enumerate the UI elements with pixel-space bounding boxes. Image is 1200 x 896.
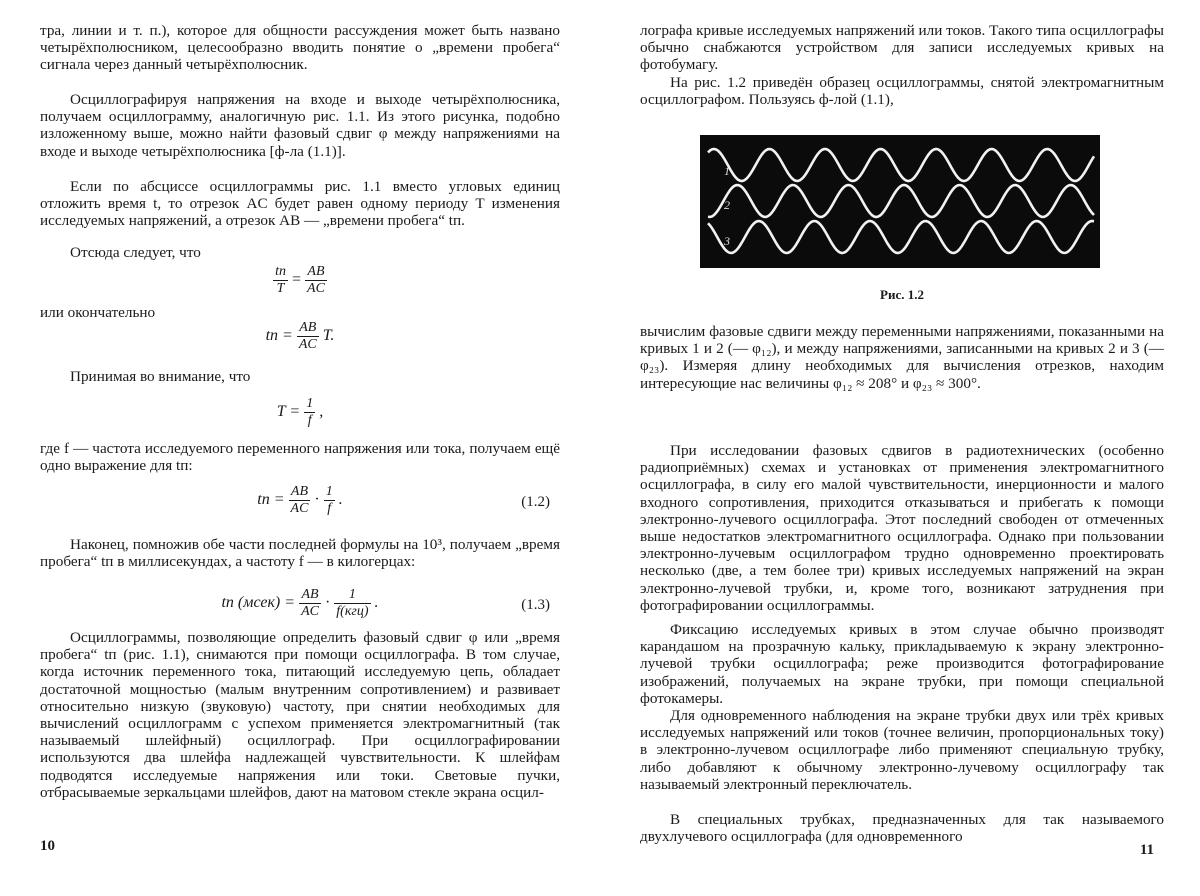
left-paragraph-6: Принимая во внимание, что <box>70 368 251 385</box>
eq4-tail: . <box>338 491 343 509</box>
eq1-rhs-num: AB <box>305 264 327 281</box>
right-paragraph-7: В специальных трубках, предназначенных для так называемого двухлучевого осциллографа (для одновременного <box>640 811 1164 846</box>
eq1-lhs-den: T <box>276 281 285 296</box>
equation-5 <box>40 587 560 620</box>
eq3-den: f <box>307 413 312 428</box>
right-paragraph-6: Для одновременного наблюдения на экране трубки двух или трёх кривых исследуемых напряжений или токов (точнее величин, пропорциональных току) в электронно-лучевом осциллографе либо применяют специальную трубку, либо добавляют к обычному электронно-лучевому осциллографу так называемый электронный переключатель. <box>640 707 1164 793</box>
eq5-tail: . <box>374 594 379 612</box>
eq2-num: AB <box>297 320 319 337</box>
right-paragraph-3: вычислим фазовые сдвиги между переменными напряжениями, показанными на кривых 1 и 2 (— φ₁₂), и между напряжениями, записанными на кривых 2 и 3 (— φ₂₃). Измеряя длину необходимых для вычисления отрезков, находим интересующие нас величины φ₁₂ ≈ 208° и φ₂₃ ≈ 300°. <box>640 323 1164 392</box>
eq4-num1: AB <box>289 484 311 501</box>
eq5-num2: 1 <box>334 587 370 604</box>
eq5-num1: AB <box>299 587 321 604</box>
eq4-dot: · <box>314 491 320 509</box>
eq1-lhs-num: tп <box>275 264 286 279</box>
curve-label-2: 2 <box>724 198 730 212</box>
eq5-dot: · <box>324 594 331 612</box>
eq4-den1: AC <box>290 501 309 516</box>
eq4-den2: f <box>327 501 332 516</box>
curve-label-3: 3 <box>724 234 730 248</box>
left-page-number: 10 <box>40 838 55 854</box>
curve-2 <box>708 185 1094 217</box>
right-paragraph-5: Фиксацию исследуемых кривых в этом случае обычно производят карандашом на прозрачную кальку, прикладываемую к экрану электронно-лучевой трубки осциллографа; реже производится фотографирование изображений, получаемых на экране трубки, при помощи специальной фотокамеры. <box>640 621 1164 707</box>
curve-1 <box>708 149 1094 181</box>
eq4-number: (1.2) <box>521 494 550 510</box>
curve-3 <box>708 221 1094 253</box>
equation-3 <box>40 396 560 429</box>
right-paragraph-2: На рис. 1.2 приведён образец осциллограммы, снятой электромагнитным осциллографом. Пользуясь ф-лой (1.1), <box>640 74 1164 109</box>
oscillogram-figure <box>700 135 1100 268</box>
right-page <box>640 0 1164 896</box>
right-page-number: 11 <box>1139 842 1154 858</box>
eq2-lhs: tп = <box>265 327 293 345</box>
left-paragraph-4: Отсюда следует, что <box>70 244 201 261</box>
left-page <box>40 0 560 896</box>
eq2-tail: T. <box>322 327 335 345</box>
left-paragraph-2: Осциллографируя напряжения на входе и выходе четырёхполюсника, получаем осциллограмму, аналогичную рис. 1.1. Из этого рисунка, подобно изложенному выше, можно найти фазовый сдвиг φ между напряжениями на входе и выходе четырёхполюсника [ф-ла (1.1)]. <box>40 91 560 160</box>
eq4-lhs: tп = <box>257 491 285 509</box>
eq5-den1: AC <box>301 604 319 619</box>
right-paragraph-1: лографа кривые исследуемых напряжений или токов. Такого типа осциллографы обычно снабжаются устройством для записи исследуемых кривых на фотобумагу. <box>640 22 1164 74</box>
oscillogram-image <box>700 135 1100 268</box>
equation-4 <box>40 484 560 517</box>
eq2-den: AC <box>298 337 317 352</box>
left-paragraph-3: Если по абсциссе осциллограммы рис. 1.1 вместо угловых единиц отложить время t, то отрезок AC будет равен одному периоду T изменения исследуемых напряжений, а отрезок AB — „времени пробега“ tп. <box>40 178 560 230</box>
equation-1: $\frac{tп}{T}$ = $\frac{AB}{AC}$ <box>275 264 325 296</box>
left-paragraph-7: где f — частота исследуемого переменного напряжения или тока, получаем ещё одно выражение для tп: <box>40 440 560 475</box>
left-paragraph-9: Осциллограммы, позволяющие определить фазовый сдвиг φ или „время пробега“ tп (рис. 1.1), снимаются при помощи осциллографа. В том случае, когда источник переменного тока, питающий исследуемую цепь, обладает достаточной мощностью (малым внутренним сопротивлением) и развивает относительно низкую (звуковую) частоту, при снятии необходимых для вычислений осциллограмм с успехом применяется электромагнитный (так называемый шлейфный) осциллограф. При осциллографировании используются два шлейфа надлежащей чувствительности. К шлейфам подводятся исследуемые напряжения или токи. Световые пучки, отбрасываемые зеркальцами шлейфов, дают на матовом стекле экрана осцил- <box>40 629 560 801</box>
left-paragraph-5: или окончательно <box>40 304 156 321</box>
left-paragraph-1: тра, линии и т. п.), которое для общности рассуждения может быть названо четырёхполюсником, целесообразно вводить понятие о „времени пробега“ сигнала через данный четырёхполюсник. <box>40 22 560 74</box>
eq3-tail: , <box>319 403 324 421</box>
eq5-number: (1.3) <box>521 597 550 613</box>
left-paragraph-8: Наконец, помножив обе части последней формулы на 10³, получаем „время пробега“ tп в миллисекундах, а частоту f — в килогерцах: <box>40 536 560 571</box>
eq3-lhs: T = <box>276 403 301 421</box>
figure-caption: Рис. 1.2 <box>880 287 924 302</box>
eq5-lhs: tп (мсек) = <box>221 594 296 612</box>
eq4-num2: 1 <box>325 484 333 499</box>
right-paragraph-4: При исследовании фазовых сдвигов в радиотехнических (особенно радиоприёмных) схемах и установках от применения электромагнитного осциллографа, в силу его малой чувствительности, инерционности и малого входного сопротивления, приходится отказываться и прибегать к помощи электронно-лучевого осциллографа. Этот последний свободен от отмеченных выше недостатков электромагнитного осциллографа. Однако при пользовании электронно-лучевым осциллографом трудно одновременно проектировать несколько (две, а тем более три) кривых исследуемых напряжений на экран электронно-лучевой трубки, и, кроме того, возникают затруднения при фотографировании осциллограммы. <box>640 442 1164 614</box>
equation-2 <box>40 320 560 353</box>
curve-label-1: 1 <box>724 164 730 178</box>
eq3-num: 1 <box>306 396 314 411</box>
eq5-den2: f(кгц) <box>336 604 369 619</box>
eq1-rhs-den: AC <box>307 281 325 296</box>
